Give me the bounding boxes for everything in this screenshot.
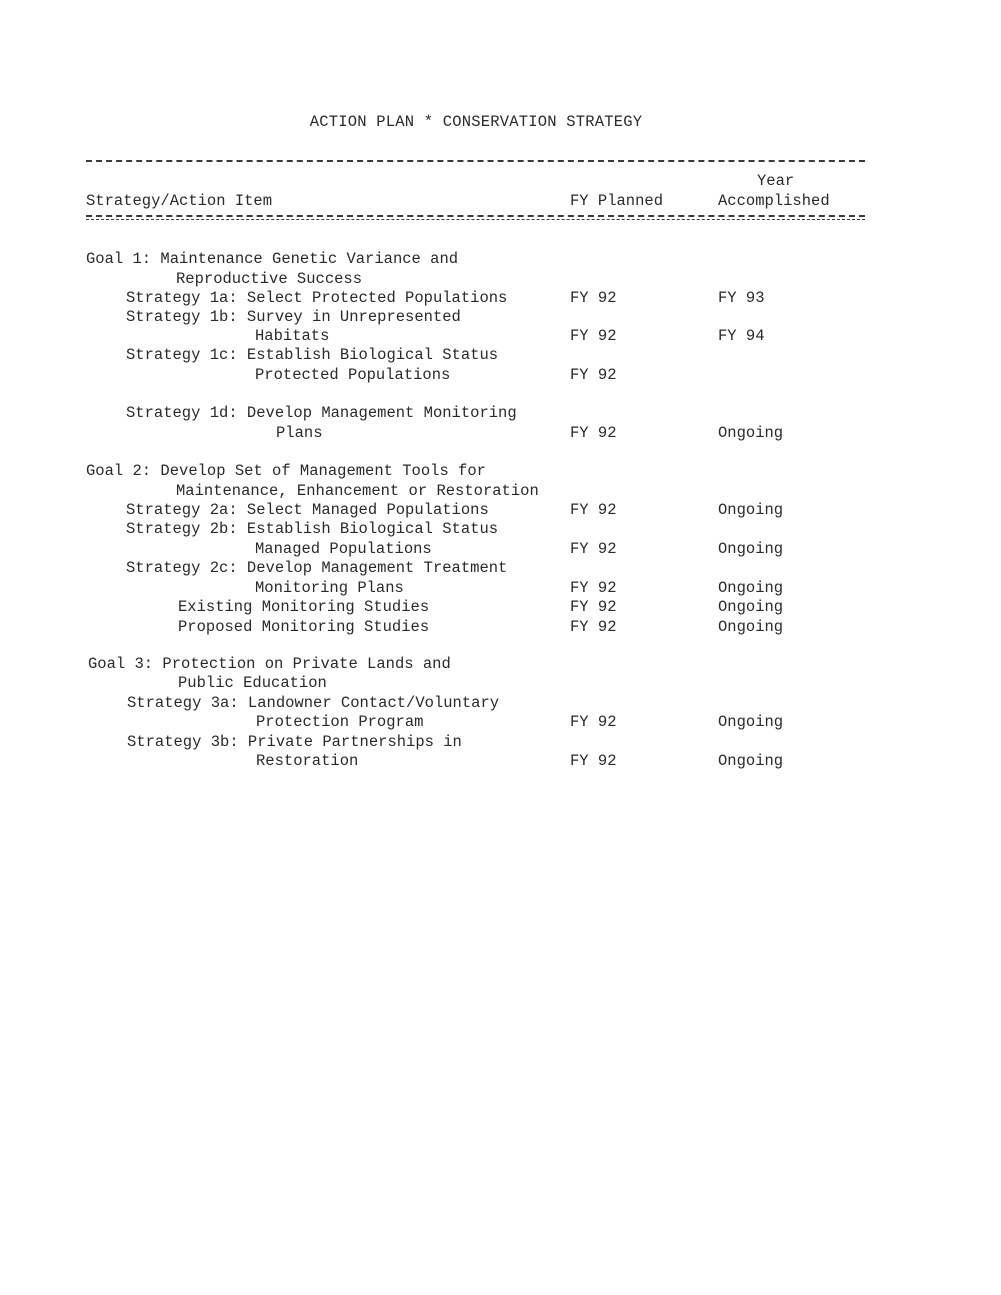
table-row [0, 462, 1001, 482]
header-strategy-action-item: Strategy/Action Item [86, 192, 273, 210]
table-row [0, 559, 1001, 579]
row-year-accomplished: Ongoing [718, 579, 784, 597]
table-row [0, 424, 1001, 444]
table-row [0, 598, 1001, 618]
row-fy-planned: FY 92 [570, 289, 617, 307]
row-item-text: Strategy 3b: Private Partnerships in [127, 733, 462, 751]
table-row [0, 308, 1001, 328]
row-year-accomplished: Ongoing [718, 424, 784, 442]
table-row [0, 327, 1001, 347]
row-item-text: Strategy 2b: Establish Biological Status [126, 520, 499, 538]
row-item-text: Goal 3: Protection on Private Lands and [88, 655, 451, 673]
row-item-text: Plans [276, 424, 323, 442]
row-fy-planned: FY 92 [570, 752, 617, 770]
row-year-accomplished: Ongoing [718, 752, 784, 770]
header-year-line2: Accomplished [718, 192, 830, 210]
table-row [0, 713, 1001, 733]
row-fy-planned: FY 92 [570, 540, 617, 558]
row-item-text: Managed Populations [255, 540, 432, 558]
row-fy-planned: FY 92 [570, 366, 617, 384]
row-year-accomplished: Ongoing [718, 540, 784, 558]
row-item-text: Public Education [178, 674, 327, 692]
row-fy-planned: FY 92 [570, 424, 617, 442]
page-title: ACTION PLAN * CONSERVATION STRATEGY [309, 113, 643, 131]
row-item-text: Strategy 2a: Select Managed Populations [126, 501, 489, 519]
row-item-text: Proposed Monitoring Studies [178, 618, 430, 636]
top-rule [86, 160, 865, 162]
table-row [0, 618, 1001, 638]
table-row [0, 540, 1001, 560]
table-row [0, 270, 1001, 290]
table-row [0, 289, 1001, 309]
row-year-accomplished: FY 94 [718, 327, 765, 345]
row-item-text: Protection Program [256, 713, 424, 731]
row-fy-planned: FY 92 [570, 598, 617, 616]
row-fy-planned: FY 92 [570, 579, 617, 597]
header-fy-planned: FY Planned [570, 192, 664, 210]
row-fy-planned: FY 92 [570, 327, 617, 345]
table-row [0, 346, 1001, 366]
row-item-text: Strategy 1d: Develop Management Monitoring [126, 404, 517, 422]
table-row [0, 520, 1001, 540]
row-item-text: Strategy 3a: Landowner Contact/Voluntary [127, 694, 500, 712]
table-row [0, 366, 1001, 386]
row-item-text: Goal 2: Develop Set of Management Tools for [86, 462, 486, 480]
table-row [0, 482, 1001, 502]
row-item-text: Strategy 2c: Develop Management Treatment [126, 559, 508, 577]
table-row [0, 250, 1001, 270]
row-item-text: Maintenance, Enhancement or Restoration [176, 482, 539, 500]
row-item-text: Protected Populations [255, 366, 451, 384]
row-item-text: Strategy 1a: Select Protected Populations [126, 289, 508, 307]
row-item-text: Strategy 1c: Establish Biological Status [126, 346, 499, 364]
row-year-accomplished: FY 93 [718, 289, 765, 307]
row-year-accomplished: Ongoing [718, 501, 784, 519]
row-item-text: Monitoring Plans [255, 579, 404, 597]
table-row [0, 752, 1001, 772]
row-item-text: Reproductive Success [176, 270, 363, 288]
table-row [0, 501, 1001, 521]
row-year-accomplished: Ongoing [718, 713, 784, 731]
table-row [0, 404, 1001, 424]
row-item-text: Existing Monitoring Studies [178, 598, 430, 616]
table-row [0, 579, 1001, 599]
header-rule [86, 215, 865, 220]
row-item-text: Goal 1: Maintenance Genetic Variance and [86, 250, 459, 268]
row-fy-planned: FY 92 [570, 713, 617, 731]
table-row [0, 694, 1001, 714]
table-row [0, 674, 1001, 694]
row-fy-planned: FY 92 [570, 618, 617, 636]
table-row [0, 655, 1001, 675]
header-year-line1: Year [757, 172, 795, 190]
row-year-accomplished: Ongoing [718, 618, 784, 636]
row-item-text: Restoration [256, 752, 359, 770]
row-item-text: Strategy 1b: Survey in Unrepresented [126, 308, 461, 326]
table-row [0, 733, 1001, 753]
row-year-accomplished: Ongoing [718, 598, 784, 616]
row-item-text: Habitats [255, 327, 330, 345]
row-fy-planned: FY 92 [570, 501, 617, 519]
